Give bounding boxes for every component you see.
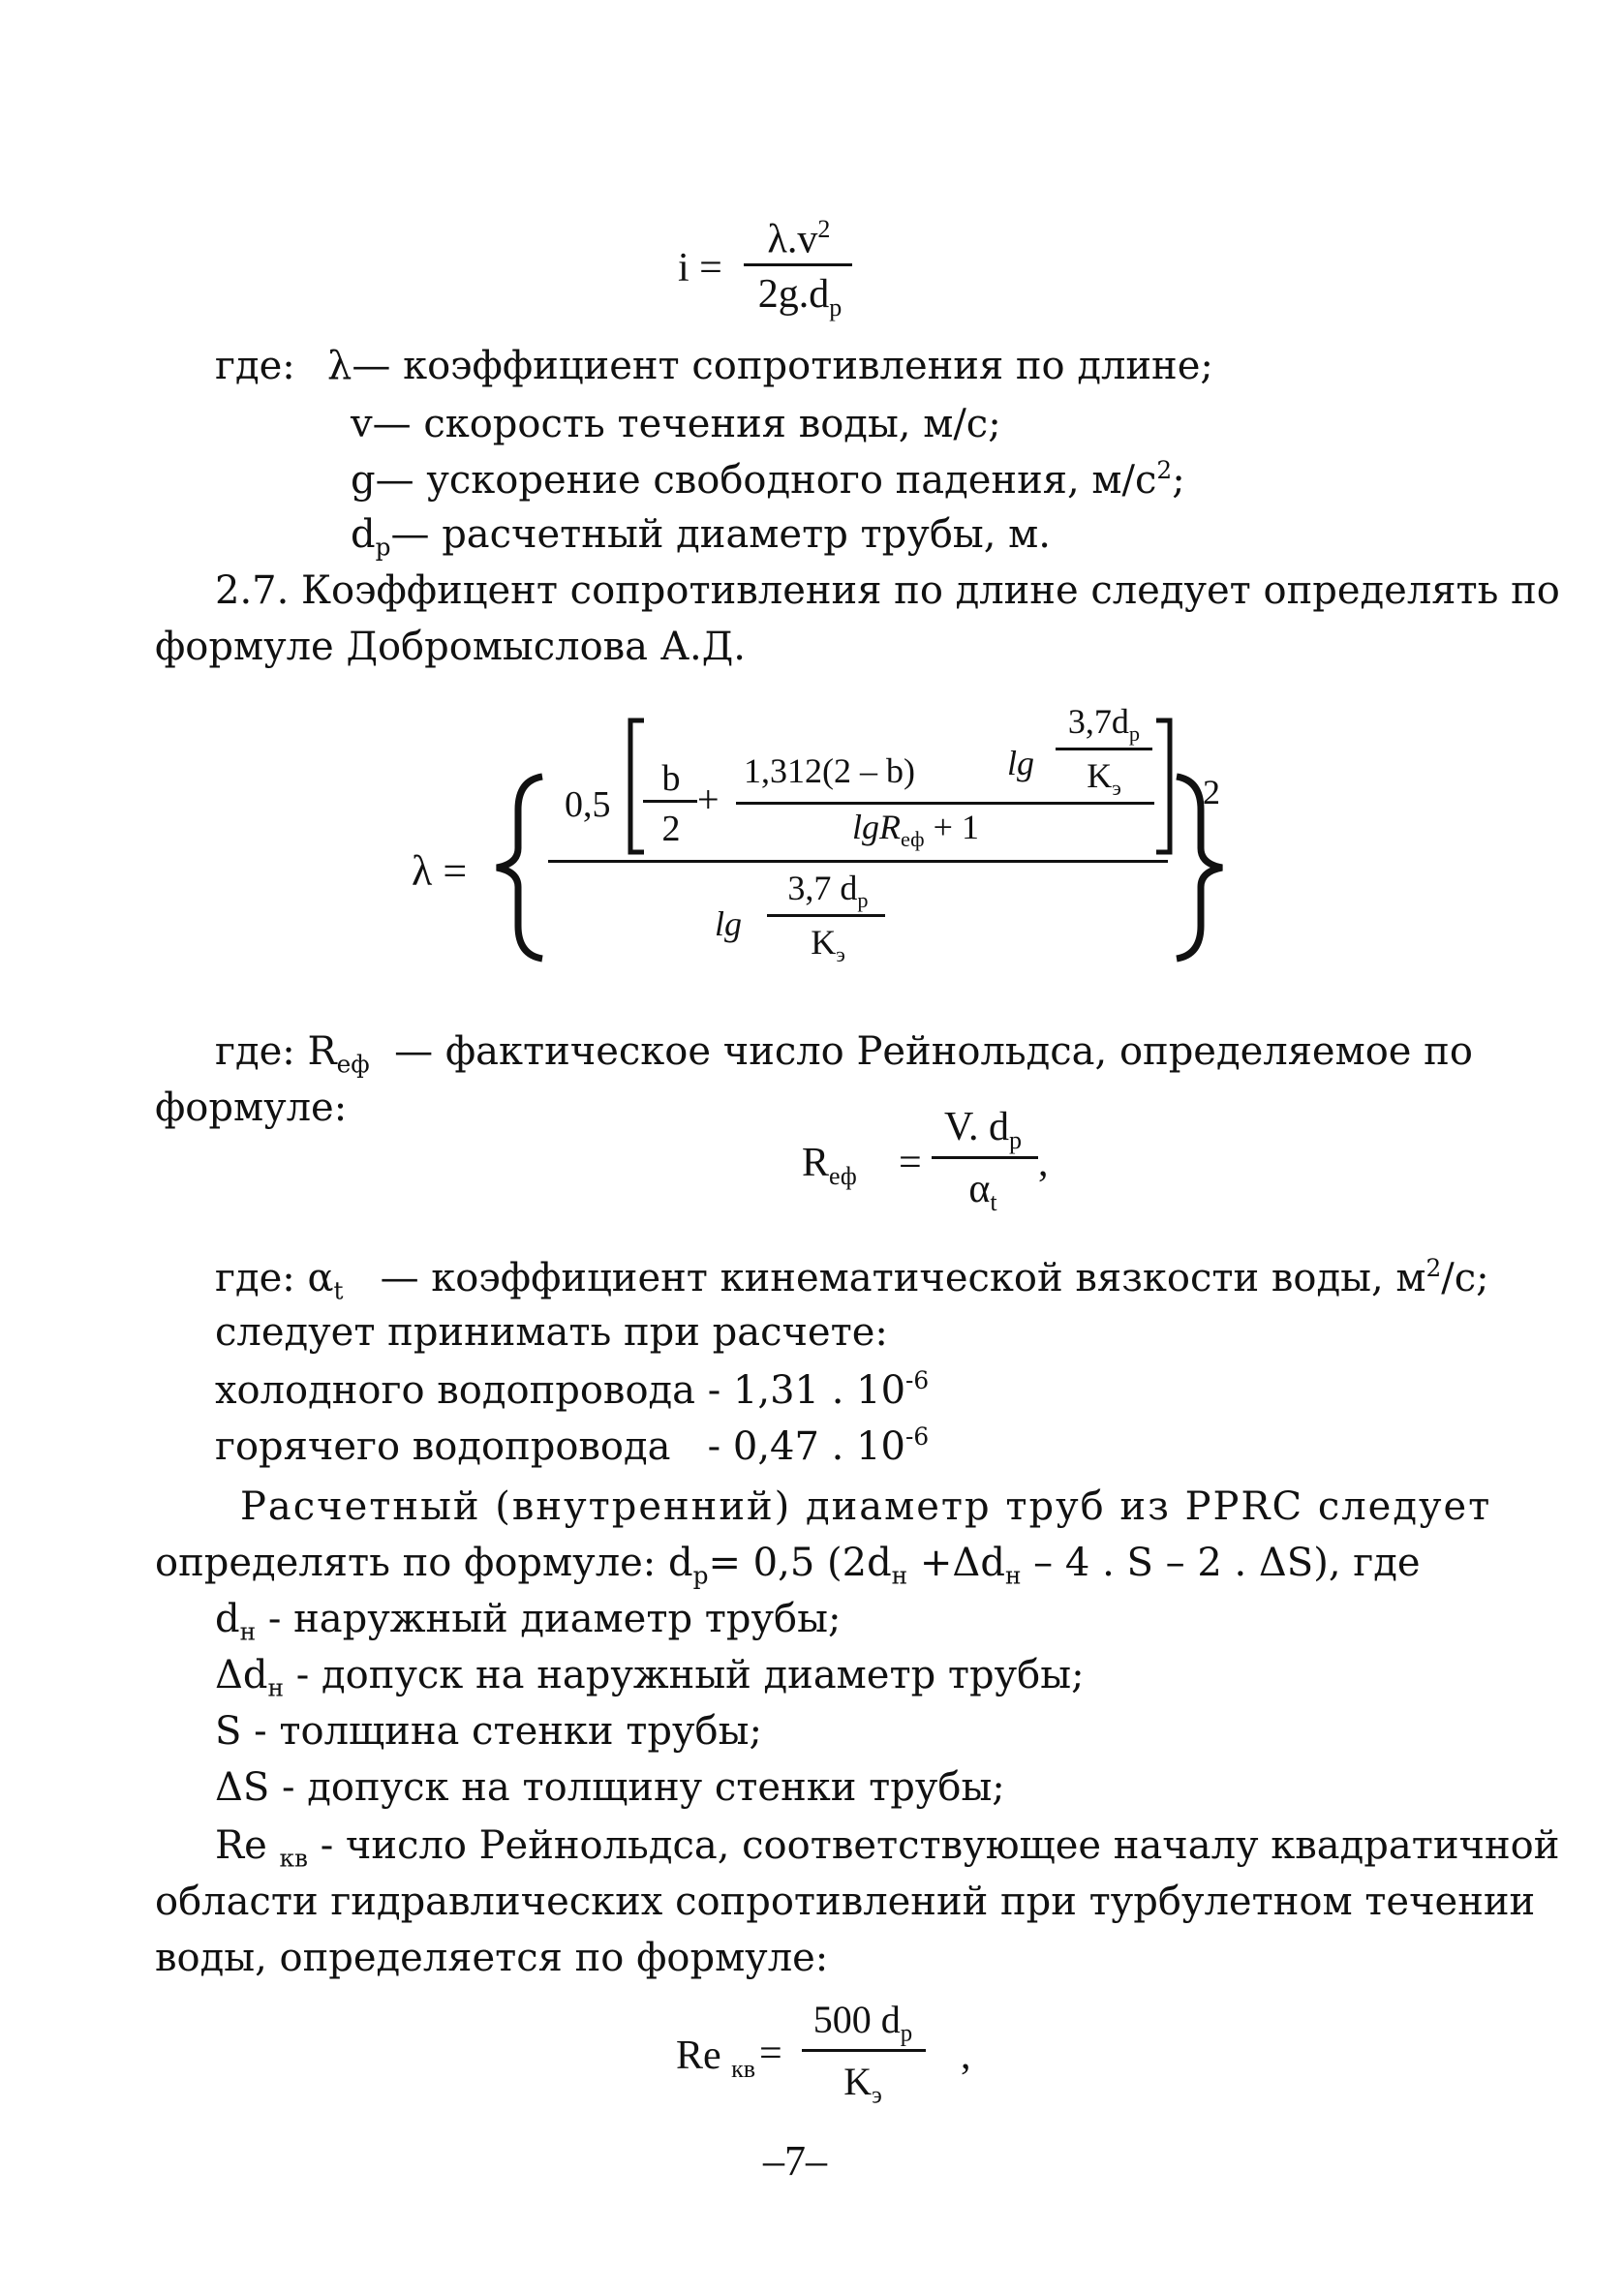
def-delta-s: ΔS - допуск на толщину стенки трубы; <box>215 1765 1005 1810</box>
formula-lambda-coef: 0,5 <box>565 784 611 825</box>
formula-re-numerator: V. $d_р$ <box>944 1105 1022 1155</box>
def-delta-dn: $\Delta d_н$ - допуск на наружный диаметр трубы; <box>215 1653 1085 1702</box>
inner-fraction-bar <box>1056 748 1152 750</box>
lg-inner: lg <box>1007 744 1035 782</box>
re-kv-line3: воды, определяется по формуле: <box>155 1936 829 1980</box>
lower-denominator: $K_э$ <box>811 923 845 966</box>
where2-line2: формуле: <box>155 1085 348 1130</box>
para-dp-line1: Расчетный (внутренний) диаметр труб из PPRC следует <box>240 1484 1492 1529</box>
formula-lambda-lhs: λ = <box>412 847 468 895</box>
formula-re-denominator: $\alpha_t$ <box>968 1167 997 1217</box>
para-2-7-line1: 2.7. Коэффицент сопротивления по длине следует определять по <box>215 568 1560 613</box>
formula-rekv-denominator: $K_э$ <box>843 2060 882 2109</box>
para-dp-line2: определять по формуле: $d_р= 0,5$ ($2d_н +\Delta d_н - 4$ . S – 2 . ΔS), где <box>155 1541 1421 1590</box>
accept-line: следует принимать при расчете: <box>215 1310 888 1355</box>
where1-item-dp: $d_р—$ расчетный диаметр трубы, м. <box>351 512 1051 562</box>
re-kv-line1: Re $_{кв}$ - число Рейнольдса, соответствующее началу квадратичной <box>215 1823 1560 1873</box>
where1-item-g: g— ускорение свободного падения, $м/с^2$; <box>351 456 1185 503</box>
right-square-bracket <box>1152 718 1176 854</box>
big-denominator: lgR$_{еф}$ + 1 <box>852 808 979 851</box>
formula-rekv-eq: = <box>759 2032 782 2076</box>
formula-i-fraction-bar <box>744 263 852 266</box>
big-numerator: 1,312(2 – b) <box>744 751 915 790</box>
b-numerator: b <box>661 758 681 799</box>
para-2-7-line2: формуле Добромыслова А.Д. <box>155 625 746 669</box>
formula-rekv-fraction-bar <box>802 2049 926 2052</box>
formula-i-lhs: i = <box>678 246 722 290</box>
inner-numerator: $3,7d_р$ <box>1067 702 1141 746</box>
formula-rekv-lhs: Re $_{кв}$ <box>676 2033 756 2084</box>
where-label-1: где: <box>215 344 295 388</box>
where1-item-lambda: λ— коэффициент сопротивления по длине; <box>327 344 1213 388</box>
formula-rekv-numerator: 500 $d_р$ <box>812 1998 913 2047</box>
formula-re-lhs: $R_{еф}$ <box>802 1141 857 1191</box>
hot-water-value: горячего водопровода - 0,47 . $10^{-6}$ <box>215 1422 930 1469</box>
lg-lower: lg <box>715 904 743 943</box>
page-number: –7– <box>763 2137 827 2185</box>
formula-re-fraction-bar <box>932 1156 1038 1159</box>
lower-fraction-bar <box>767 914 885 917</box>
b-denominator: 2 <box>661 809 681 849</box>
big-fraction-bar <box>736 802 1154 805</box>
main-fraction-bar <box>548 860 1168 863</box>
formula-i-numerator: $\lambda.v^2$ <box>767 215 831 262</box>
where1-item-v: v— скорость течения воды, м/с; <box>351 402 1001 446</box>
lower-numerator: 3,7 $d_р$ <box>787 869 869 912</box>
cold-water-value: холодного водопровода - 1,31 . $10^{-6}$ <box>215 1366 930 1413</box>
where3-line: где: $\alpha_t$ — коэффициент кинематической вязкости воды, $м^2/с$; <box>215 1254 1489 1305</box>
plus-sign: + <box>697 778 720 821</box>
def-dn: $d_н$ - наружный диаметр трубы; <box>215 1597 842 1646</box>
formula-i-denominator: $2g.d_р$ <box>757 272 843 322</box>
formula-rekv-comma: , <box>961 2033 971 2078</box>
def-s: S - толщина стенки трубы; <box>215 1709 762 1754</box>
formula-lambda-power: 2 <box>1203 773 1220 811</box>
where2-line1: где: $R_{еф}$ — фактическое число Рейнольдса, определяемое по <box>215 1029 1473 1079</box>
left-square-bracket <box>625 718 648 854</box>
formula-re-comma: , <box>1038 1141 1049 1185</box>
left-curly-brace <box>489 771 547 964</box>
b-fraction-bar <box>643 800 697 803</box>
re-kv-line2: области гидравлических сопротивлений при турбулетном течении <box>155 1880 1536 1924</box>
right-curly-brace <box>1172 771 1230 964</box>
formula-re-eq: = <box>899 1141 922 1185</box>
inner-denominator: $K_э$ <box>1087 756 1121 800</box>
